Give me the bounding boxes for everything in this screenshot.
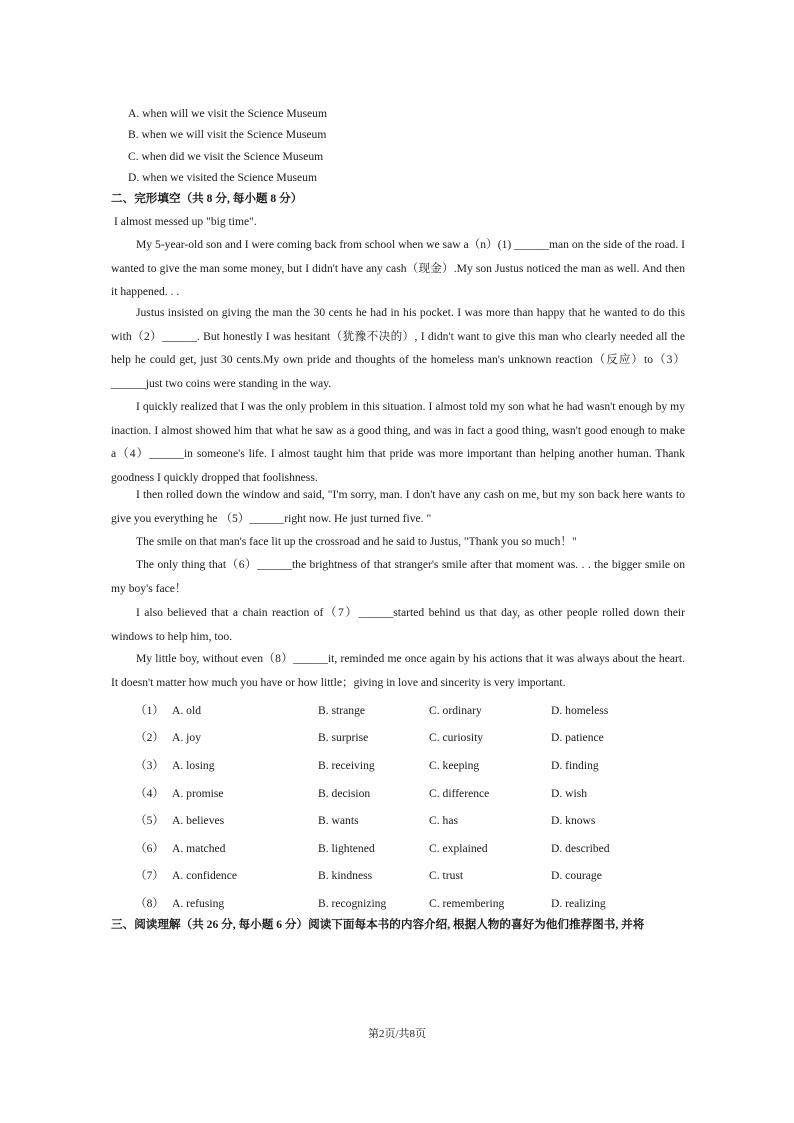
option-b: B. surprise bbox=[318, 731, 369, 745]
option-d: D. described bbox=[551, 841, 610, 855]
option-a: A. matched bbox=[172, 841, 226, 855]
option-d: D. finding bbox=[551, 758, 599, 772]
option-c: C. curiosity bbox=[429, 731, 484, 745]
option-b: B. receiving bbox=[318, 758, 375, 772]
option-d: D. patience bbox=[551, 731, 604, 745]
option-c: C. explained bbox=[429, 841, 488, 855]
option-a: A. old bbox=[172, 703, 201, 717]
option-d: D. courage bbox=[551, 869, 602, 883]
option-d: D. homeless bbox=[551, 703, 609, 717]
cloze-paragraph-2: Justus insisted on giving the man the 30 cents he had in his pocket. I was more than happy that he wanted to do this with（2）______. But honestly I was hesitant（犹豫不决的）, I didn't want to give this man who clearly needed all the help he could get, just 30 cents.My own pride and thoughts of the homeless man's unknown reaction（反应）to（3）______just two coins were standing in the way. bbox=[111, 306, 685, 390]
cloze-paragraph-5: The smile on that man's face lit up the crossroad and he said to Justus, "Thank you so much！" bbox=[136, 535, 577, 548]
option-b: B. lightened bbox=[318, 841, 375, 855]
option-b: B. kindness bbox=[318, 869, 373, 883]
option-c: C. has bbox=[429, 814, 458, 828]
page-footer: 第2页/共8页 bbox=[367, 1028, 427, 1040]
options-row bbox=[111, 890, 671, 918]
option-b: B. wants bbox=[318, 814, 359, 828]
question-number: （5） bbox=[135, 814, 164, 828]
option-d: D. knows bbox=[551, 814, 596, 828]
options-row bbox=[111, 863, 671, 891]
option-a: A. joy bbox=[172, 731, 201, 745]
option-b: B. decision bbox=[318, 786, 371, 800]
options-row bbox=[111, 752, 671, 780]
option-a: A. promise bbox=[172, 786, 224, 800]
prev-option-a: A. when will we visit the Science Museum bbox=[128, 107, 327, 120]
cloze-paragraph-7: I also believed that a chain reaction of（7）______started behind us that day, as other people rolled down their windows to help him, too. bbox=[111, 606, 685, 643]
option-c: C. trust bbox=[429, 869, 464, 883]
options-row bbox=[111, 725, 671, 753]
option-d: D. wish bbox=[551, 786, 588, 800]
cloze-paragraph-3: I quickly realized that I was the only problem in this situation. I almost told my son what he had wasn't enough by my inaction. I almost showed him that what he saw as a good thing, and was in fact a good thing, wasn't good enough to make a（4）______in someone's life. I almost taught him that pride was more important than helping another human. Thank goodness I quickly dropped that foolishness. bbox=[111, 400, 685, 484]
cloze-title-line: I almost messed up "big time". bbox=[114, 215, 257, 228]
question-number: （4） bbox=[135, 786, 164, 800]
cloze-options-table bbox=[111, 697, 671, 918]
option-c: C. difference bbox=[429, 786, 490, 800]
question-number: （8） bbox=[135, 896, 164, 910]
option-a: A. believes bbox=[172, 814, 225, 828]
option-c: C. remembering bbox=[429, 896, 505, 910]
cloze-section-heading: 二、完形填空（共 8 分, 每小题 8 分） bbox=[111, 192, 303, 205]
options-row bbox=[111, 697, 671, 725]
option-a: A. confidence bbox=[172, 869, 238, 883]
cloze-paragraph-6: The only thing that（6）______the brightness of that stranger's smile after that moment was. . . the bigger smile on my boy's face！ bbox=[111, 558, 685, 595]
prev-option-d: D. when we visited the Science Museum bbox=[128, 171, 317, 184]
cloze-paragraph-8: My little boy, without even（8）______it, reminded me once again by his actions that it was always about the heart. It doesn't matter how much you have or how little；giving in love and sincerity is very important. bbox=[111, 652, 685, 689]
option-a: A. losing bbox=[172, 758, 215, 772]
options-row bbox=[111, 780, 671, 808]
reading-section-heading: 三、阅读理解（共 26 分, 每小题 6 分）阅读下面每本书的内容介绍, 根据人物的喜好为他们推荐图书, 并将 bbox=[111, 918, 645, 931]
prev-option-b: B. when we will visit the Science Museum bbox=[128, 128, 327, 141]
question-number: （6） bbox=[135, 841, 164, 855]
cloze-paragraph-1: My 5-year-old son and I were coming back from school when we saw a（n）(1) ______man on the side of the road. I wanted to give the man some money, but I didn't have any cash（现金）.My son Justus noticed the man as well. And then it happened. . . bbox=[111, 238, 685, 298]
option-c: C. ordinary bbox=[429, 703, 482, 717]
prev-option-c: C. when did we visit the Science Museum bbox=[128, 150, 324, 163]
question-number: （7） bbox=[135, 869, 164, 883]
question-number: （1） bbox=[135, 703, 164, 717]
options-row bbox=[111, 835, 671, 863]
option-d: D. realizing bbox=[551, 896, 606, 910]
option-a: A. refusing bbox=[172, 896, 225, 910]
question-number: （2） bbox=[135, 731, 164, 745]
options-row bbox=[111, 807, 671, 835]
option-c: C. keeping bbox=[429, 758, 480, 772]
option-b: B. recognizing bbox=[318, 896, 387, 910]
option-b: B. strange bbox=[318, 703, 366, 717]
question-number: （3） bbox=[135, 758, 164, 772]
cloze-paragraph-4: I then rolled down the window and said, "I'm sorry, man. I don't have any cash on me, but my son back here wants to give you everything he （5）______right now. He just turned five. " bbox=[111, 488, 685, 525]
